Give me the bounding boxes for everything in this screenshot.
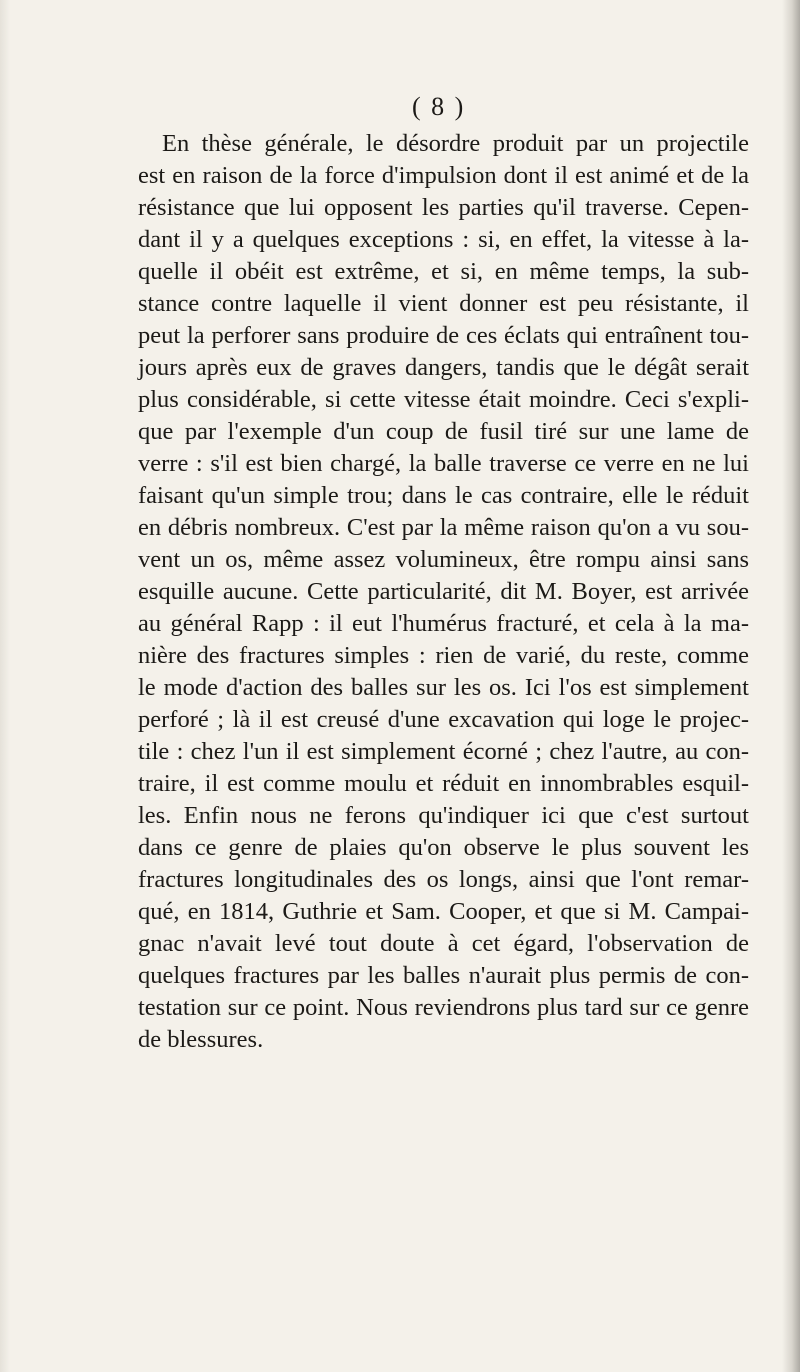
text-line: au général Rapp : il eut l'humérus fracturé, et cela à la ma-: [138, 610, 749, 637]
text-line: tile : chez l'un il est simplement écorné ; chez l'autre, au con-: [138, 738, 749, 765]
text-line: en débris nombreux. C'est par la même raison qu'on a vu sou-: [138, 514, 749, 541]
text-line: verre : s'il est bien chargé, la balle traverse ce verre en ne lui: [138, 450, 749, 477]
text-line: fractures longitudinales des os longs, ainsi que l'ont remar-: [138, 866, 749, 893]
text-line: résistance que lui opposent les parties qu'il traverse. Cepen-: [138, 194, 749, 221]
text-line: traire, il est comme moulu et réduit en innombrables esquil-: [138, 770, 749, 797]
text-line: nière des fractures simples : rien de varié, du reste, comme: [138, 642, 749, 669]
text-line: plus considérable, si cette vitesse était moindre. Ceci s'expli-: [138, 386, 749, 413]
text-line: est en raison de la force d'impulsion dont il est animé et de la: [138, 162, 749, 189]
text-line: dans ce genre de plaies qu'on observe le plus souvent les: [138, 834, 749, 861]
text-line: En thèse générale, le désordre produit par un projectile: [162, 130, 749, 157]
text-line: quelques fractures par les balles n'aurait plus permis de con-: [138, 962, 749, 989]
page-left-edge: [0, 0, 10, 1372]
text-line: perforé ; là il est creusé d'une excavation qui loge le projec-: [138, 706, 749, 733]
page-number: ( 8 ): [412, 92, 466, 121]
text-line: gnac n'avait levé tout doute à cet égard, l'observation de: [138, 930, 749, 957]
text-line: jours après eux de graves dangers, tandis que le dégât serait: [138, 354, 749, 381]
text-line: le mode d'action des balles sur les os. Ici l'os est simplement: [138, 674, 749, 701]
text-line: les. Enfin nous ne ferons qu'indiquer ici que c'est surtout: [138, 802, 749, 829]
text-line: que par l'exemple d'un coup de fusil tiré sur une lame de: [138, 418, 749, 445]
page-right-edge: [782, 0, 800, 1372]
text-line: peut la perforer sans produire de ces éclats qui entraînent tou-: [138, 322, 749, 349]
text-line: de blessures.: [138, 1026, 264, 1053]
text-line: esquille aucune. Cette particularité, dit M. Boyer, est arrivée: [138, 578, 749, 605]
text-line: quelle il obéit est extrême, et si, en même temps, la sub-: [138, 258, 749, 285]
body-paragraph: [138, 128, 749, 1056]
text-line: qué, en 1814, Guthrie et Sam. Cooper, et que si M. Campai-: [138, 898, 749, 925]
text-line: testation sur ce point. Nous reviendrons plus tard sur ce genre: [138, 994, 749, 1021]
text-line: vent un os, même assez volumineux, être rompu ainsi sans: [138, 546, 749, 573]
text-line: dant il y a quelques exceptions : si, en effet, la vitesse à la-: [138, 226, 749, 253]
text-line: stance contre laquelle il vient donner est peu résistante, il: [138, 290, 749, 317]
text-line: faisant qu'un simple trou; dans le cas contraire, elle le réduit: [138, 482, 749, 509]
